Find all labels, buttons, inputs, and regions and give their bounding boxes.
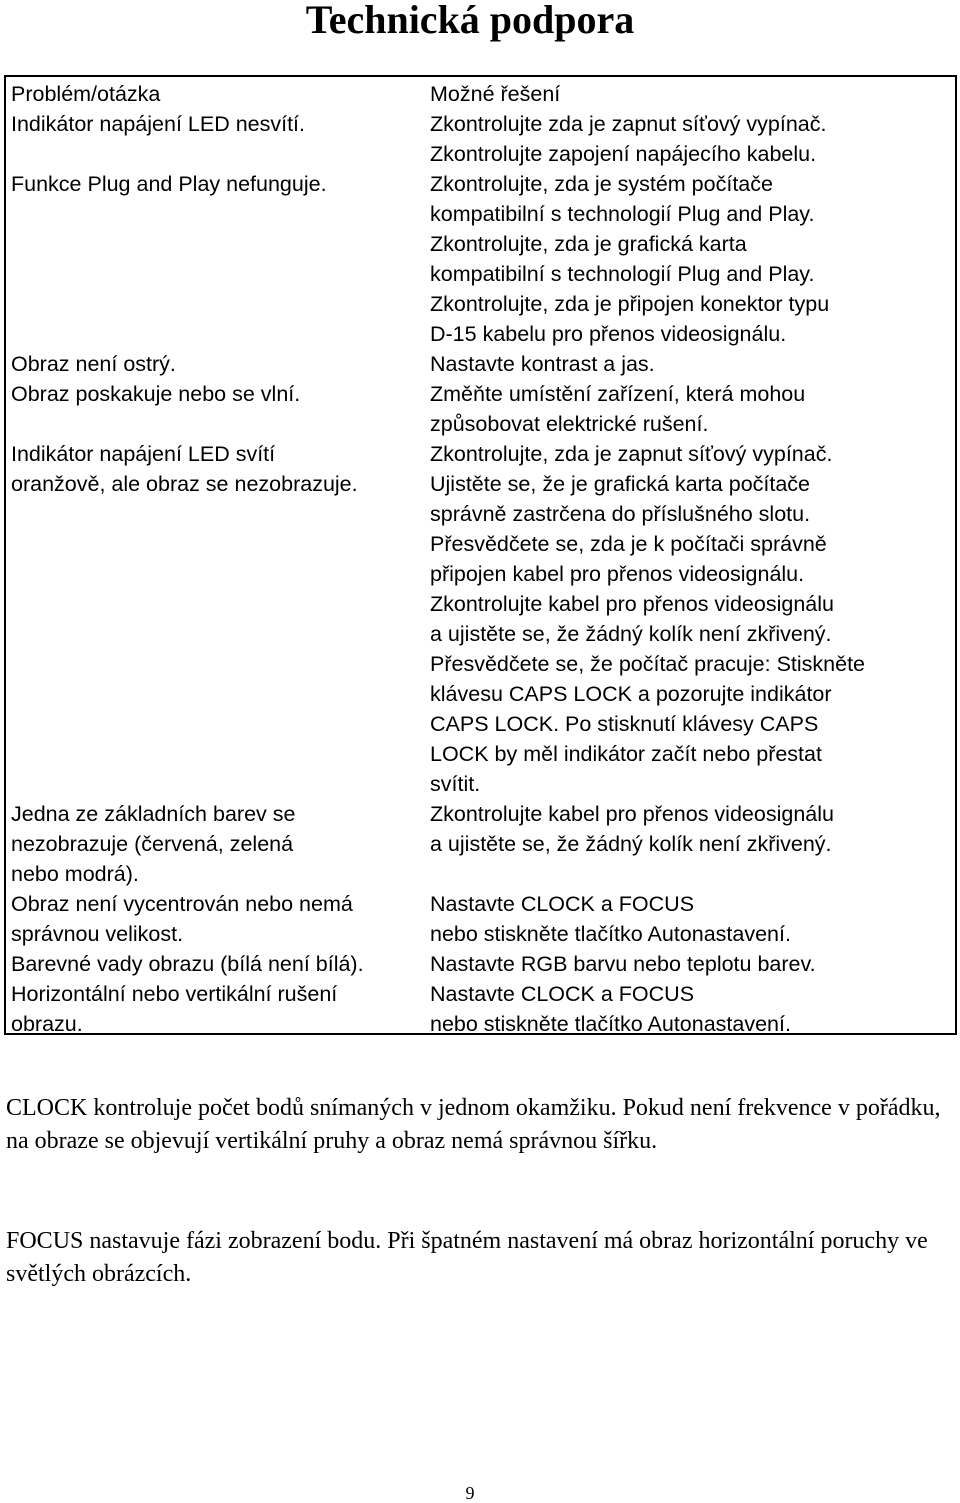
solution-line: Nastavte CLOCK a FOCUS [430, 892, 695, 916]
solution-line: Zkontrolujte, zda je systém počítače [430, 172, 773, 196]
solution-line: kompatibilní s technologií Plug and Play. [430, 202, 815, 226]
solution-line: nebo stiskněte tlačítko Autonastavení. [430, 1012, 791, 1036]
solution-header: Možné řešení [430, 82, 561, 106]
clock-note-text: CLOCK kontroluje počet bodů snímaných v jednom okamžiku. Pokud není frekvence v pořádku, na obraze se objevují vertikální pruhy a obraz nemá správnou šířku. [6, 1095, 941, 1154]
problem-line: správnou velikost. [11, 922, 184, 946]
solution-line: klávesu CAPS LOCK a pozorujte indikátor [430, 682, 832, 706]
problem-line: oranžově, ale obraz se nezobrazuje. [11, 472, 358, 496]
solution-line: Přesvědčete se, zda je k počítači správně [430, 532, 827, 556]
problem-header: Problém/otázka [11, 82, 161, 106]
solution-line: připojen kabel pro přenos videosignálu. [430, 562, 805, 586]
solution-line: Zkontrolujte kabel pro přenos videosignálu [430, 592, 834, 616]
solution-line: Zkontrolujte kabel pro přenos videosignálu [430, 802, 834, 826]
solution-line: Zkontrolujte zda je zapnut síťový vypínač. [430, 112, 827, 136]
page-number: 9 [465, 1483, 475, 1503]
solution-line: správně zastrčena do příslušného slotu. [430, 502, 811, 526]
problem-line: Jedna ze základních barev se [11, 802, 296, 826]
problem-line: Obraz není ostrý. [11, 352, 176, 376]
solution-line: Ujistěte se, že je grafická karta počítače [430, 472, 811, 496]
solution-line: Nastavte kontrast a jas. [430, 352, 655, 376]
problem-line: Indikátor napájení LED nesvítí. [11, 112, 306, 136]
focus-note-text: FOCUS nastavuje fázi zobrazení bodu. Při špatném nastavení má obraz horizontální poruchy ve světlých obrázcích. [6, 1228, 928, 1287]
solution-line: Zkontrolujte, zda je grafická karta [430, 232, 747, 256]
problem-line: nezobrazuje (červená, zelená [11, 832, 294, 856]
solution-line: D-15 kabelu pro přenos videosignálu. [430, 322, 787, 346]
page-title: Technická podpora [305, 0, 635, 42]
problem-line: obrazu. [11, 1012, 83, 1036]
problem-line: Indikátor napájení LED svítí [11, 442, 276, 466]
solution-line: nebo stiskněte tlačítko Autonastavení. [430, 922, 791, 946]
solution-line: a ujistěte se, že žádný kolík není zkřivený. [430, 832, 832, 856]
problem-line: nebo modrá). [11, 862, 139, 886]
solution-line: Nastavte RGB barvu nebo teplotu barev. [430, 952, 816, 976]
problem-line: Obraz poskakuje nebo se vlní. [11, 382, 301, 406]
solution-line: a ujistěte se, že žádný kolík není zkřivený. [430, 622, 832, 646]
problem-line: Funkce Plug and Play nefunguje. [11, 172, 327, 196]
solution-line: Přesvědčete se, že počítač pracuje: Stiskněte [430, 652, 866, 676]
solution-line: Zkontrolujte, zda je připojen konektor typu [430, 292, 830, 316]
problem-line: Obraz není vycentrován nebo nemá [11, 892, 353, 916]
problem-line: Barevné vady obrazu (bílá není bílá). [11, 952, 364, 976]
problem-line: Horizontální nebo vertikální rušení [11, 982, 338, 1006]
solution-line: Zkontrolujte, zda je zapnut síťový vypínač. [430, 442, 833, 466]
solution-line: svítit. [430, 772, 481, 796]
solution-line: CAPS LOCK. Po stisknutí klávesy CAPS [430, 712, 819, 736]
solution-line: Zkontrolujte zapojení napájecího kabelu. [430, 142, 817, 166]
solution-line: Změňte umístění zařízení, která mohou [430, 382, 806, 406]
clock-note [6, 1092, 946, 1158]
solution-line: kompatibilní s technologií Plug and Play. [430, 262, 815, 286]
solution-line: LOCK by měl indikátor začít nebo přestat [430, 742, 822, 766]
troubleshooting-table [4, 75, 957, 1035]
focus-note [6, 1225, 946, 1291]
solution-line: Nastavte CLOCK a FOCUS [430, 982, 695, 1006]
solution-line: způsobovat elektrické rušení. [430, 412, 709, 436]
